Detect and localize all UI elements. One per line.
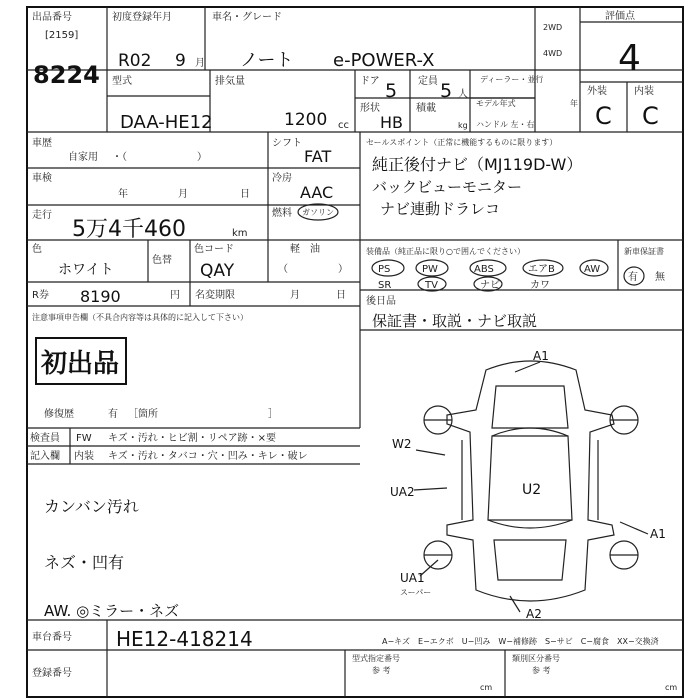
damage-mark-w2: W2 bbox=[392, 437, 412, 451]
type-designation-label: 型式指定番号 bbox=[352, 654, 400, 663]
name-change-label: 名変期限 bbox=[195, 290, 235, 301]
ac-label: 冷房 bbox=[272, 173, 292, 184]
fuel-label: 燃料 bbox=[272, 208, 292, 219]
model-label: 型式 bbox=[112, 76, 132, 87]
shift-value: FAT bbox=[304, 147, 332, 166]
model-code: DAA-HE12 bbox=[120, 112, 213, 133]
dealer-label: ディーラー・並行 bbox=[480, 75, 544, 84]
inspection-year: 年 bbox=[118, 189, 128, 200]
mileage-value: 5万4千460 bbox=[72, 217, 186, 242]
handwritten-note-3: AW. ◎ミラー・ネズ bbox=[44, 602, 180, 620]
history-paren: ・（ ） bbox=[112, 152, 207, 163]
equip-sr: SR bbox=[378, 280, 392, 291]
handle-label: ハンドル 左・右 bbox=[476, 120, 535, 129]
first-reg-label: 初度登録年月 bbox=[112, 12, 172, 23]
fuel-diesel: 軽 油 bbox=[290, 244, 320, 255]
damage-mark-rear-a1: A1 bbox=[650, 527, 666, 541]
load-label: 積載 bbox=[416, 103, 436, 114]
aftermarket-value: 保証書・取説・ナビ取説 bbox=[372, 312, 538, 330]
damage-legend: A−キズ E−エクボ U−凹み W−補修跡 S−サビ C−腐食 XX−交換済 bbox=[382, 637, 659, 646]
doors-value: 5 bbox=[385, 80, 398, 102]
ac-value: AAC bbox=[300, 183, 334, 202]
color-value: ホワイト bbox=[58, 262, 114, 278]
name-change-month: 月 bbox=[290, 290, 300, 301]
first-listing-stamp: 初出品 bbox=[41, 349, 120, 379]
handwritten-note-2: ネズ・凹有 bbox=[44, 553, 125, 572]
inspection-day: 日 bbox=[240, 189, 250, 200]
inspection-label: 車検 bbox=[32, 173, 52, 184]
km-unit: km bbox=[232, 228, 248, 239]
displacement-label: 排気量 bbox=[215, 76, 245, 87]
color-code-label: 色コード bbox=[194, 244, 234, 255]
name-change-day: 日 bbox=[336, 290, 346, 301]
interior-label: 内装 bbox=[634, 86, 654, 97]
equip-navi: ナビ bbox=[480, 280, 500, 291]
month-unit: 月 bbox=[195, 58, 205, 69]
sales-point-2: バックビューモニター bbox=[372, 178, 523, 196]
cm-unit-1: cm bbox=[480, 683, 493, 692]
fuel-paren: （ ） bbox=[278, 264, 348, 275]
mileage-label: 走行 bbox=[32, 210, 52, 221]
cm-unit-2: cm bbox=[665, 683, 678, 692]
capacity-label: 定員 bbox=[418, 76, 438, 87]
type-ref: 参 考 bbox=[372, 666, 391, 675]
first-reg-era: R02 bbox=[118, 51, 152, 71]
chassis-number: HE12-418214 bbox=[116, 627, 253, 651]
equip-leather: カワ bbox=[530, 280, 550, 291]
lot-sub: [2159] bbox=[45, 30, 79, 41]
model-year-label: モデル年式 bbox=[476, 99, 516, 108]
exterior-grade: C bbox=[595, 102, 612, 130]
capacity-value: 5 bbox=[440, 80, 453, 102]
damage-mark-u2: U2 bbox=[522, 482, 542, 498]
sales-point-1: 純正後付ナビ（MJ119D-W） bbox=[372, 155, 583, 174]
shift-label: シフト bbox=[272, 138, 302, 149]
repair-value: 有 bbox=[108, 409, 118, 420]
warranty-yes: 有 bbox=[628, 272, 638, 283]
displacement-value: 1200 bbox=[284, 110, 328, 130]
handwritten-note-1: カンバン汚れ bbox=[44, 497, 139, 516]
drive-2wd: 2WD bbox=[543, 23, 563, 32]
equip-pw: PW bbox=[422, 264, 438, 275]
car-name: ノート bbox=[240, 50, 294, 71]
equip-airbag: エアB bbox=[528, 264, 555, 275]
aftermarket-label: 後日品 bbox=[366, 296, 396, 307]
category-ref: 参 考 bbox=[532, 666, 551, 675]
kg-unit: kg bbox=[458, 121, 468, 130]
cc-unit: cc bbox=[338, 120, 349, 131]
grade-eval-label: 評価点 bbox=[605, 11, 635, 22]
recycle-value: 8190 bbox=[80, 287, 121, 306]
entry-label: 記入欄 bbox=[30, 451, 60, 462]
grade: e-POWER-X bbox=[333, 50, 435, 71]
car-name-label: 車名・グレード bbox=[212, 12, 282, 23]
yen-unit: 円 bbox=[170, 290, 180, 301]
fuel-gasoline: ガソリン bbox=[302, 208, 334, 217]
warranty-label: 新車保証書 bbox=[624, 247, 664, 256]
inspector-label: 検査員 bbox=[30, 433, 60, 444]
recycle-label: R券 bbox=[32, 290, 49, 301]
damage-mark-rear-a2: A2 bbox=[526, 607, 542, 621]
damage-mark-ua2: UA2 bbox=[390, 485, 415, 499]
history-value: 自家用 bbox=[68, 152, 98, 163]
inspector-row-1: キズ・汚れ・ヒビ割・リペア跡・×要 bbox=[108, 433, 276, 444]
overall-score: 4 bbox=[618, 38, 641, 79]
sales-points-label: セールスポイント（正常に機能するものに限ります） bbox=[366, 138, 558, 147]
warranty-no: 無 bbox=[655, 272, 665, 283]
registration-label: 登録番号 bbox=[32, 668, 72, 679]
color-change-label: 色替 bbox=[152, 255, 172, 266]
inspection-month: 月 bbox=[178, 189, 188, 200]
history-label: 車歴 bbox=[32, 138, 52, 149]
exterior-label: 外装 bbox=[587, 86, 607, 97]
interior-grade: C bbox=[642, 102, 659, 130]
notes-label: 注意事項申告欄（不具合内容等は具体的に記入して下さい） bbox=[32, 313, 248, 322]
inspector-interior: 内装 bbox=[74, 451, 94, 462]
equip-tv: TV bbox=[425, 280, 438, 291]
repair-label: 修復歴 bbox=[44, 409, 74, 420]
doors-label: ドア bbox=[360, 76, 380, 87]
equipment-label: 装備品（純正品に限り○で囲んでください） bbox=[366, 247, 525, 256]
inspector-fw: FW bbox=[76, 433, 92, 444]
repair-place: ［箇所 ］ bbox=[128, 409, 278, 420]
lot-label: 出品番号 bbox=[32, 12, 72, 23]
color-label: 色 bbox=[32, 244, 42, 255]
lot-number: 8224 bbox=[33, 61, 100, 89]
equip-abs: ABS bbox=[474, 264, 494, 275]
capacity-unit: 人 bbox=[458, 89, 468, 100]
chassis-label: 車台番号 bbox=[32, 632, 72, 643]
color-code-value: QAY bbox=[200, 261, 235, 281]
sales-point-3: ナビ連動ドラレコ bbox=[380, 200, 501, 218]
drive-4wd: 4WD bbox=[543, 49, 563, 58]
inspector-row-2: キズ・汚れ・タバコ・穴・凹み・キレ・破レ bbox=[108, 451, 308, 462]
damage-mark-front-a1: A1 bbox=[533, 349, 549, 363]
shape-label: 形状 bbox=[360, 103, 380, 114]
model-year-unit: 年 bbox=[570, 99, 578, 108]
first-reg-month: 9 bbox=[175, 51, 186, 71]
damage-small-note: スーパー bbox=[400, 588, 432, 597]
shape-value: HB bbox=[380, 113, 404, 132]
equip-aw: AW bbox=[584, 264, 601, 275]
damage-mark-ua1: UA1 bbox=[400, 571, 425, 585]
equip-ps: PS bbox=[378, 264, 391, 275]
category-label: 類別区分番号 bbox=[512, 654, 560, 663]
